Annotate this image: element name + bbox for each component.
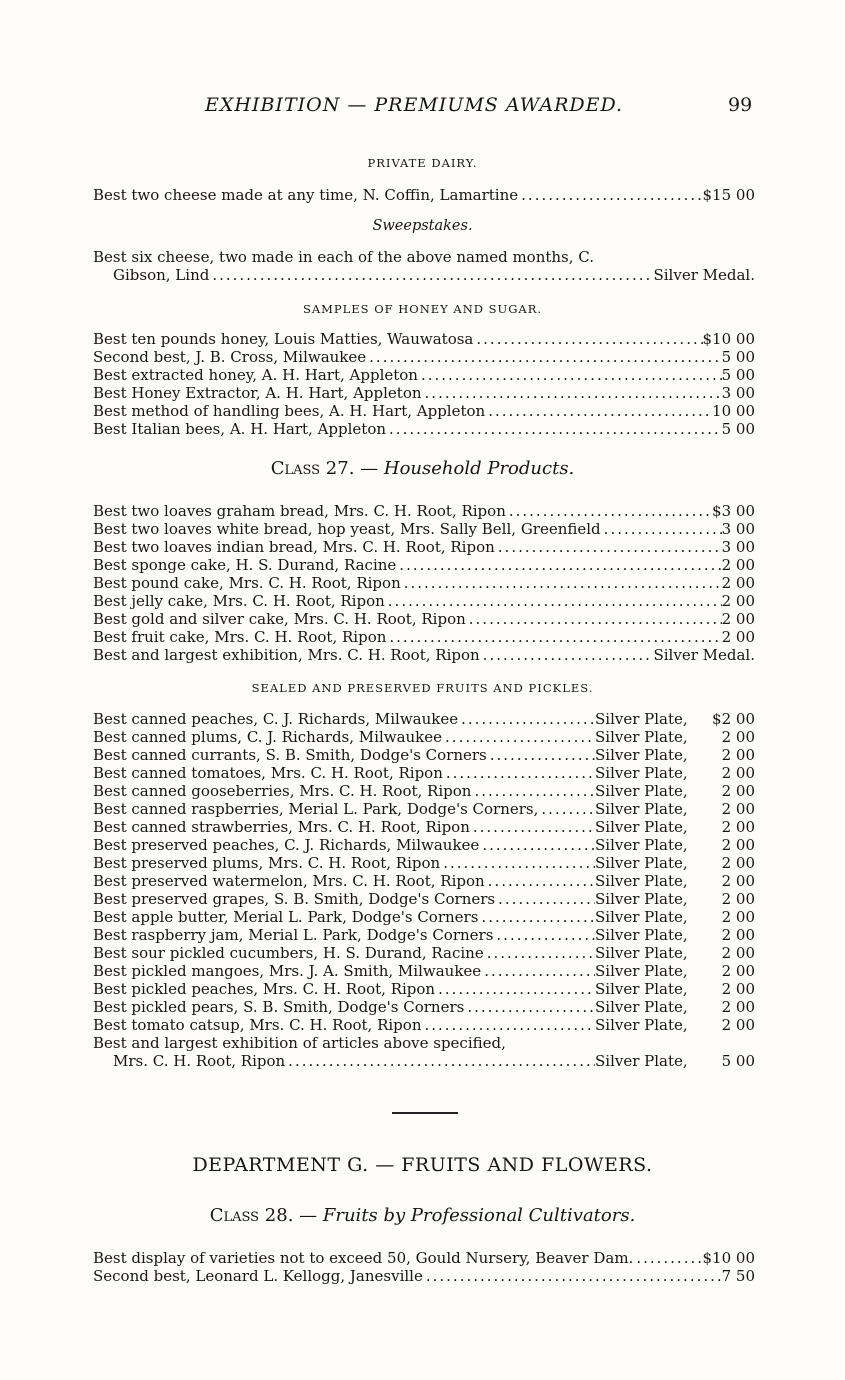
class-title: Fruits by Professional Cultivators.	[322, 1205, 636, 1226]
entry-text: Best apple butter, Merial L. Park, Dodge's Corners	[93, 908, 479, 926]
entry-text: Best canned gooseberries, Mrs. C. H. Root, Ripon	[93, 782, 472, 800]
leader-dots	[458, 710, 595, 728]
list-item	[93, 366, 755, 384]
entry-text: Best sponge cake, H. S. Durand, Racine	[93, 556, 397, 574]
entry-text: Gibson, Lind	[113, 266, 210, 284]
list-item	[93, 610, 755, 628]
entry-plate: Silver Plate,	[595, 1016, 688, 1034]
entry-amount: 2 00	[721, 836, 755, 854]
leader-dots	[473, 330, 702, 348]
entry-text: Best Italian bees, A. H. Hart, Appleton	[93, 420, 387, 438]
entry-plate: Silver Plate,	[595, 944, 688, 962]
leader-dots	[464, 998, 595, 1016]
class-dash: —	[354, 458, 384, 479]
entry-text: Best preserved peaches, C. J. Richards, Milwaukee	[93, 836, 480, 854]
entry-amount: 2 00	[721, 944, 755, 962]
leader-dots	[484, 944, 595, 962]
list-item	[93, 520, 755, 538]
class-28-list	[93, 1249, 755, 1285]
entry-award: 7 50	[721, 1267, 755, 1285]
list-item	[93, 962, 755, 980]
leader-dots	[386, 628, 721, 646]
list-item	[93, 854, 755, 872]
section-divider	[392, 1112, 458, 1114]
entry-amount: 2 00	[721, 872, 755, 890]
entry-text: Best pound cake, Mrs. C. H. Root, Ripon	[93, 574, 401, 592]
entry-text: Best method of handling bees, A. H. Hart, Appleton	[93, 402, 486, 420]
leader-dots	[495, 538, 722, 556]
entry-plate: Silver Plate,	[595, 998, 688, 1016]
entry-text: Best preserved grapes, S. B. Smith, Dodge's Corners	[93, 890, 496, 908]
entry-award: 10 00	[712, 402, 755, 420]
leader-dots	[421, 1016, 595, 1034]
entry-amount: $2 00	[712, 710, 755, 728]
list-item	[93, 926, 755, 944]
entry-award: 2 00	[721, 628, 755, 646]
leader-dots	[466, 610, 722, 628]
leader-dots	[366, 348, 721, 366]
entry-award: 5 00	[721, 348, 755, 366]
entry-amount: 2 00	[721, 980, 755, 998]
leader-dots	[209, 266, 653, 284]
entry-text: Best pickled mangoes, Mrs. J. A. Smith, Milwaukee	[93, 962, 482, 980]
leader-dots	[435, 980, 595, 998]
list-item	[93, 348, 755, 366]
entry-text: Best canned peaches, C. J. Richards, Milwaukee	[93, 710, 459, 728]
leader-dots	[470, 818, 595, 836]
list-item	[93, 980, 755, 998]
leader-dots	[485, 402, 712, 420]
entry-text: Best six cheese, two made in each of the above named months, C.	[93, 248, 594, 266]
entry-text: Best fruit cake, Mrs. C. H. Root, Ripon	[93, 628, 387, 646]
entry-text: Best canned plums, C. J. Richards, Milwaukee	[93, 728, 443, 746]
running-head: EXHIBITION — PREMIUMS AWARDED.	[205, 94, 624, 116]
list-item	[93, 186, 755, 204]
leader-dots	[401, 574, 722, 592]
list-item	[93, 1034, 755, 1052]
entry-award: 3 00	[721, 520, 755, 538]
entry-text: Best sour pickled cucumbers, H. S. Durand, Racine	[93, 944, 484, 962]
entry-plate: Silver Plate,	[595, 962, 688, 980]
sweepstakes-heading: Sweepstakes.	[372, 218, 473, 234]
entry-plate: Silver Plate,	[595, 1052, 688, 1070]
entry-award: 3 00	[721, 538, 755, 556]
leader-dots	[386, 420, 722, 438]
list-item	[93, 628, 755, 646]
entry-amount: 2 00	[721, 1016, 755, 1034]
list-item	[93, 800, 755, 818]
list-item	[93, 266, 755, 284]
entry-plate: Silver Plate,	[595, 782, 688, 800]
leader-dots	[485, 872, 595, 890]
list-item	[93, 592, 755, 610]
leader-dots	[518, 186, 702, 204]
entry-amount: 2 00	[721, 728, 755, 746]
entry-plate: Silver Plate,	[595, 872, 688, 890]
entry-text: Best and largest exhibition of articles above specified,	[93, 1034, 506, 1052]
entry-amount: 2 00	[721, 764, 755, 782]
entry-plate: Silver Plate,	[595, 908, 688, 926]
entry-award: 5 00	[721, 420, 755, 438]
entry-text: Best ten pounds honey, Louis Matties, Wauwatosa	[93, 330, 474, 348]
sweepstakes-list	[93, 248, 755, 284]
entry-text: Best Honey Extractor, A. H. Hart, Appleton	[93, 384, 422, 402]
entry-text: Best tomato catsup, Mrs. C. H. Root, Ripon	[93, 1016, 422, 1034]
list-item	[93, 556, 755, 574]
private-dairy-list	[93, 186, 755, 204]
leader-dots	[423, 1267, 722, 1285]
private-dairy-heading: PRIVATE DAIRY.	[367, 156, 478, 170]
entry-plate: Silver Plate,	[595, 800, 688, 818]
entry-award: 2 00	[721, 574, 755, 592]
list-item	[93, 646, 755, 664]
leader-dots	[633, 1249, 702, 1267]
list-item	[93, 402, 755, 420]
leader-dots	[487, 746, 595, 764]
entry-text: Best two loaves graham bread, Mrs. C. H. Root, Ripon	[93, 502, 506, 520]
leader-dots	[493, 926, 595, 944]
list-item	[93, 330, 755, 348]
entry-amount: 2 00	[721, 962, 755, 980]
list-item	[93, 890, 755, 908]
sealed-list	[93, 710, 755, 1070]
entry-text: Best two loaves white bread, hop yeast, Mrs. Sally Bell, Greenfield	[93, 520, 601, 538]
entry-plate: Silver Plate,	[595, 890, 688, 908]
leader-dots	[481, 962, 595, 980]
entry-text: Best pickled peaches, Mrs. C. H. Root, Ripon	[93, 980, 436, 998]
entry-award: $15 00	[702, 186, 755, 204]
entry-plate: Silver Plate,	[595, 746, 688, 764]
list-item	[93, 574, 755, 592]
list-item	[93, 710, 755, 728]
list-item	[93, 502, 755, 520]
entry-text: Best raspberry jam, Merial L. Park, Dodge's Corners	[93, 926, 494, 944]
leader-dots	[440, 854, 595, 872]
entry-text: Second best, Leonard L. Kellogg, Janesville	[93, 1267, 423, 1285]
leader-dots	[478, 908, 595, 926]
entry-text: Best two loaves indian bread, Mrs. C. H. Root, Ripon	[93, 538, 495, 556]
entry-amount: 2 00	[721, 890, 755, 908]
entry-plate: Silver Plate,	[595, 836, 688, 854]
entry-award: Silver Medal.	[653, 646, 755, 664]
class-label: Class 27.	[270, 458, 355, 479]
class-27-heading	[0, 458, 845, 479]
list-item	[93, 818, 755, 836]
entry-plate: Silver Plate,	[595, 926, 688, 944]
class-label: Class 28.	[209, 1205, 294, 1226]
entry-award: 3 00	[721, 384, 755, 402]
entry-text: Best canned raspberries, Merial L. Park, Dodge's Corners,	[93, 800, 539, 818]
leader-dots	[471, 782, 595, 800]
list-item	[93, 746, 755, 764]
entry-amount: 2 00	[721, 926, 755, 944]
page-number: 99	[728, 94, 753, 116]
entry-amount: 2 00	[721, 746, 755, 764]
entry-award: 2 00	[721, 592, 755, 610]
entry-text: Best jelly cake, Mrs. C. H. Root, Ripon	[93, 592, 385, 610]
honey-list	[93, 330, 755, 438]
sealed-heading: SEALED AND PRESERVED FRUITS AND PICKLES.	[251, 681, 594, 695]
entry-text: Best two cheese made at any time, N. Coffin, Lamartine	[93, 186, 519, 204]
entry-amount: 2 00	[721, 818, 755, 836]
list-item	[93, 872, 755, 890]
list-item	[93, 248, 755, 266]
entry-amount: 2 00	[721, 800, 755, 818]
entry-award: $10 00	[702, 1249, 755, 1267]
leader-dots	[443, 764, 595, 782]
entry-award: 2 00	[721, 610, 755, 628]
leader-dots	[506, 502, 712, 520]
entry-text: Best preserved watermelon, Mrs. C. H. Root, Ripon	[93, 872, 485, 890]
list-item	[93, 420, 755, 438]
leader-dots	[538, 800, 595, 818]
entry-plate: Silver Plate,	[595, 980, 688, 998]
class-dash: —	[293, 1205, 323, 1226]
entry-text: Best canned currants, S. B. Smith, Dodge's Corners	[93, 746, 487, 764]
entry-award: $10 00	[702, 330, 755, 348]
leader-dots	[285, 1052, 595, 1070]
list-item	[93, 728, 755, 746]
page-header	[0, 94, 845, 122]
list-item	[93, 764, 755, 782]
entry-amount: 2 00	[721, 908, 755, 926]
entry-text: Best preserved plums, Mrs. C. H. Root, Ripon	[93, 854, 441, 872]
entry-text: Best extracted honey, A. H. Hart, Appleton	[93, 366, 418, 384]
entry-text: Best canned tomatoes, Mrs. C. H. Root, Ripon	[93, 764, 443, 782]
entry-text: Mrs. C. H. Root, Ripon	[113, 1052, 286, 1070]
class-title: Household Products.	[383, 458, 575, 479]
entry-award: Silver Medal.	[653, 266, 755, 284]
leader-dots	[385, 592, 722, 610]
entry-text: Best display of varieties not to exceed 50, Gould Nursery, Beaver Dam.	[93, 1249, 634, 1267]
list-item	[93, 384, 755, 402]
entry-plate: Silver Plate,	[595, 728, 688, 746]
leader-dots	[480, 646, 654, 664]
list-item	[93, 998, 755, 1016]
entry-text: Best gold and silver cake, Mrs. C. H. Root, Ripon	[93, 610, 466, 628]
entry-amount: 2 00	[721, 998, 755, 1016]
list-item	[93, 944, 755, 962]
leader-dots	[479, 836, 595, 854]
entry-plate: Silver Plate,	[595, 818, 688, 836]
entry-plate: Silver Plate,	[595, 854, 688, 872]
entry-award: 5 00	[721, 366, 755, 384]
list-item	[93, 1267, 755, 1285]
list-item	[93, 836, 755, 854]
leader-dots	[396, 556, 721, 574]
list-item	[93, 1249, 755, 1267]
leader-dots	[442, 728, 595, 746]
honey-heading: SAMPLES OF HONEY AND SUGAR.	[302, 302, 543, 316]
leader-dots	[495, 890, 595, 908]
leader-dots	[418, 366, 722, 384]
list-item	[93, 1052, 755, 1070]
entry-amount: 2 00	[721, 782, 755, 800]
list-item	[93, 782, 755, 800]
list-item	[93, 908, 755, 926]
entry-text: Best pickled pears, S. B. Smith, Dodge's Corners	[93, 998, 465, 1016]
entry-text: Best and largest exhibition, Mrs. C. H. Root, Ripon	[93, 646, 480, 664]
entry-text: Best canned strawberries, Mrs. C. H. Root, Ripon	[93, 818, 470, 836]
class-27-list	[93, 502, 755, 664]
class-28-heading	[0, 1205, 845, 1226]
entry-award: 2 00	[721, 556, 755, 574]
entry-amount: 2 00	[721, 854, 755, 872]
department-heading: DEPARTMENT G. — FRUITS AND FLOWERS.	[192, 1154, 653, 1176]
entry-plate: Silver Plate,	[595, 764, 688, 782]
list-item	[93, 538, 755, 556]
list-item	[93, 1016, 755, 1034]
leader-dots	[422, 384, 722, 402]
entry-award: $3 00	[712, 502, 755, 520]
entry-amount: 5 00	[721, 1052, 755, 1070]
leader-dots	[601, 520, 722, 538]
entry-text: Second best, J. B. Cross, Milwaukee	[93, 348, 367, 366]
entry-plate: Silver Plate,	[595, 710, 688, 728]
